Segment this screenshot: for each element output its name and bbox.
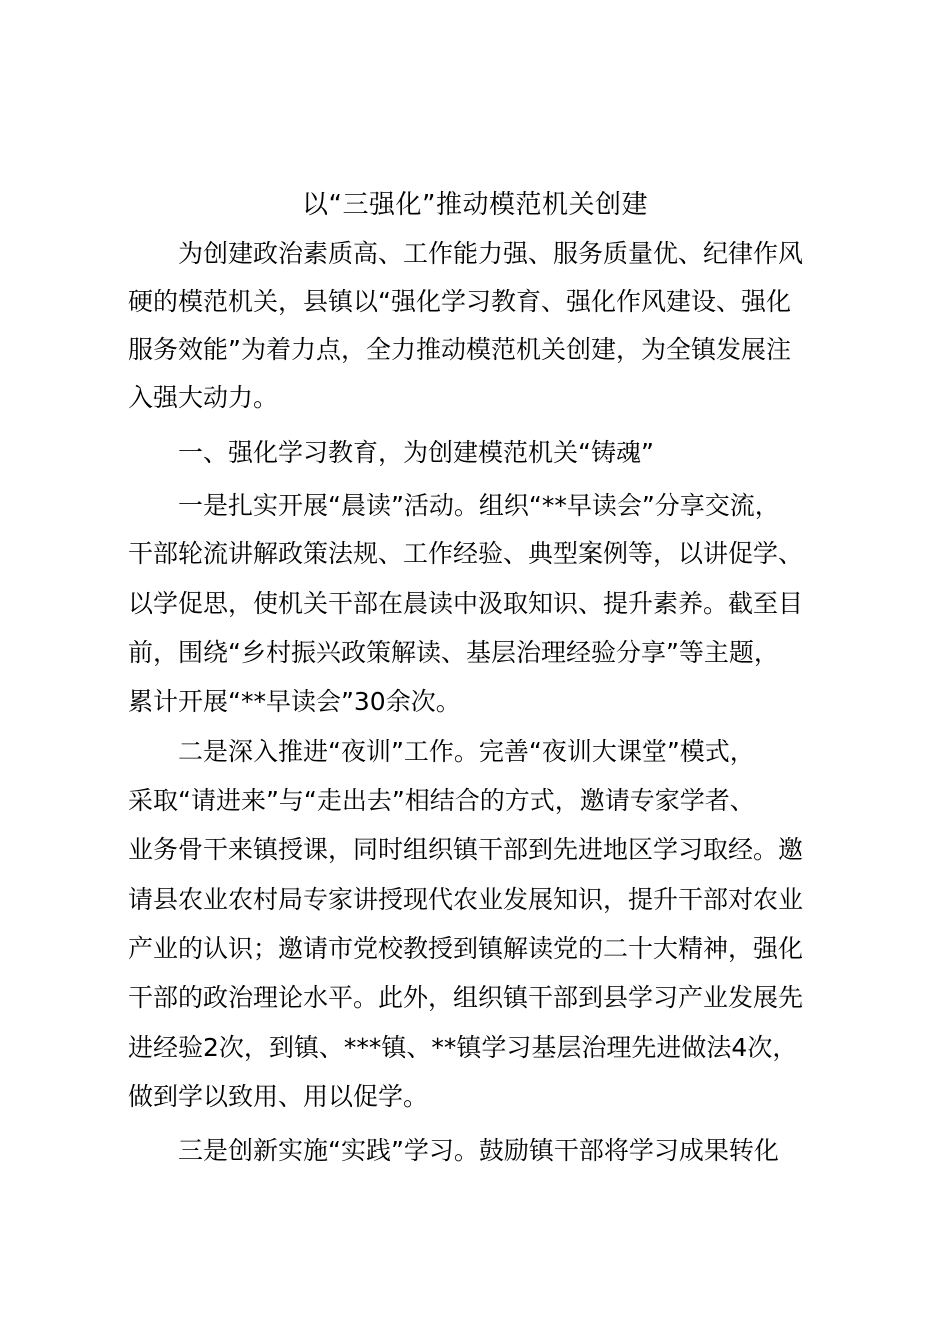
body-line: 为创建政治素质高、工作能力强、服务质量优、纪律作风: [178, 239, 804, 268]
body-line: 累计开展“**早读会”30余次。: [128, 687, 461, 716]
body-line: 干部的政治理论水平。此外，组织镇干部到县学习产业发展先: [128, 983, 804, 1012]
body-line: 服务效能”为着力点，全力推动模范机关创建，为全镇发展注: [128, 335, 791, 364]
body-line: 产业的认识；邀请市党校教授到镇解读党的二十大精神，强化: [128, 934, 804, 963]
body-line: 做到学以致用、用以促学。: [128, 1082, 429, 1111]
body-line: 进经验2次，到镇、***镇、**镇学习基层治理先进做法4次，: [128, 1033, 798, 1062]
body-line: 前，围绕“乡村振兴政策解读、基层治理经验分享”等主题，: [128, 638, 779, 667]
body-line: 硬的模范机关，县镇以“强化学习教育、强化作风建设、强化: [128, 287, 791, 316]
body-line: 干部轮流讲解政策法规、工作经验、典型案例等，以讲促学、: [128, 539, 804, 568]
document-title: 以“三强化”推动模范机关创建: [302, 190, 648, 220]
body-line: 以学促思，使机关干部在晨读中汲取知识、提升素养。截至目: [128, 589, 804, 618]
section-heading: 一、强化学习教育，为创建模范机关“铸魂”: [178, 438, 654, 467]
body-line: 采取“请进来”与“走出去”相结合的方式，邀请专家学者、: [128, 786, 755, 815]
body-line: 业务骨干来镇授课，同时组织镇干部到先进地区学习取经。邀: [128, 835, 804, 864]
body-line: 请县农业农村局专家讲授现代农业发展知识，提升干部对农业: [128, 885, 804, 914]
body-line: 入强大动力。: [128, 383, 279, 412]
body-line: 三是创新实施“实践”学习。鼓励镇干部将学习成果转化: [178, 1136, 779, 1165]
body-line: 一是扎实开展“晨读”活动。组织“**早读会”分享交流，: [178, 491, 780, 520]
body-line: 二是深入推进“夜训”工作。完善“夜训大课堂”模式，: [178, 737, 755, 766]
